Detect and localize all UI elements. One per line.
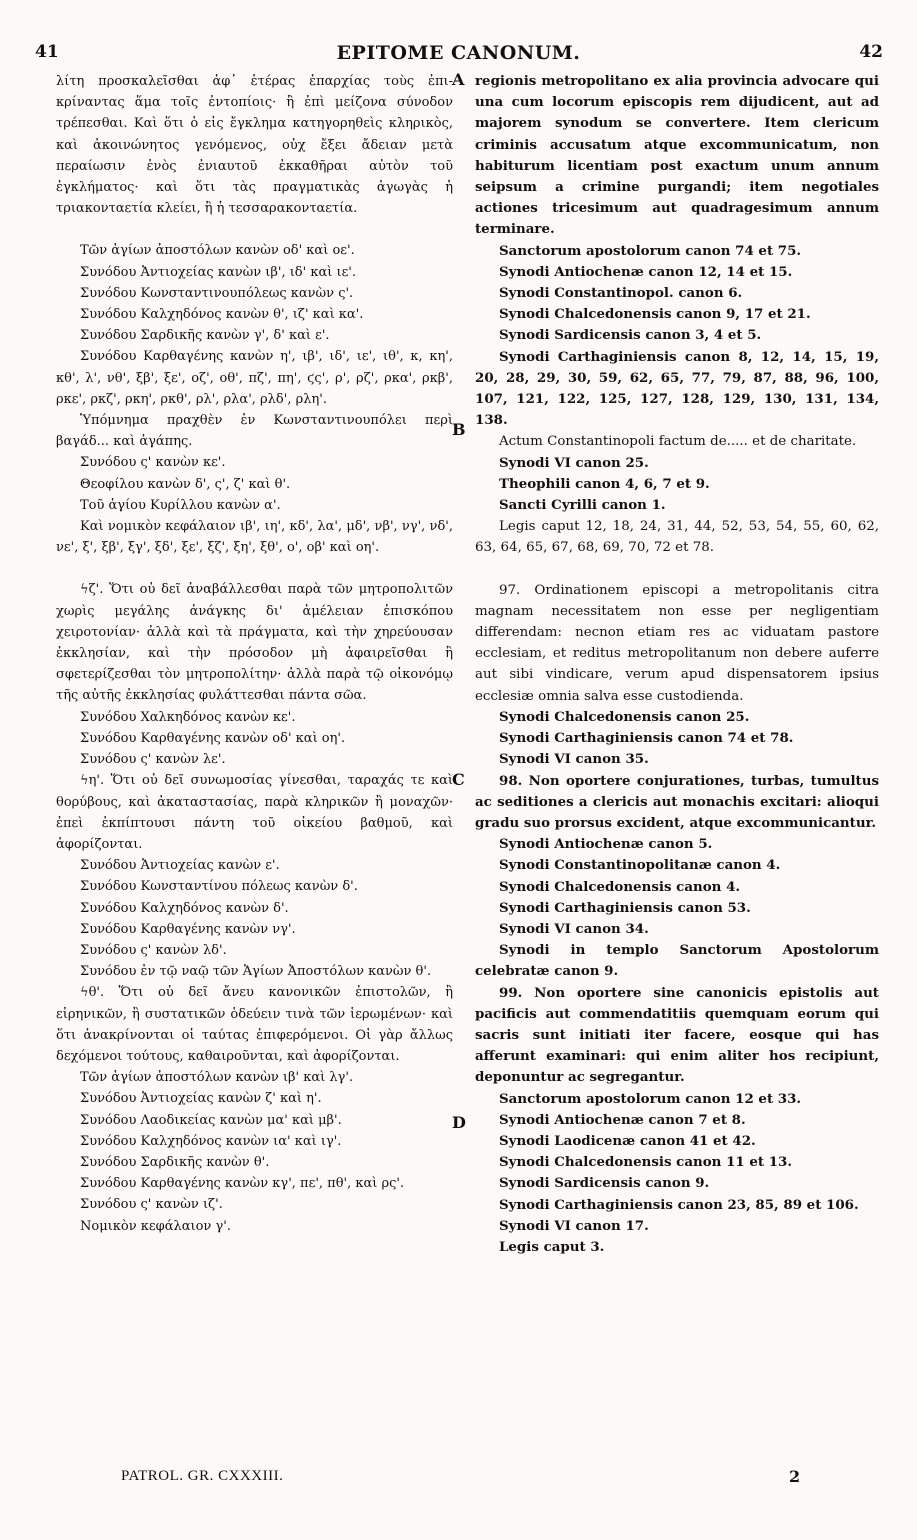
- latin-ref: Synodi Constantinopolitanæ canon 4.: [499, 857, 781, 874]
- latin-ref: Synodi Chalcedonensis canon 4.: [499, 878, 741, 895]
- greek-ref: Συνόδου Ἀντιοχείας κανὼν ζ' καὶ η'.: [80, 1091, 322, 1107]
- latin-ref: Synodi Antiochenæ canon 7 et 8.: [499, 1111, 746, 1128]
- greek-ref: Τῶν ἁγίων ἀποστόλων κανὼν οδ' καὶ οε'.: [80, 243, 355, 259]
- latin-intro: regionis metropolitano ex alia provincia advocare qui una cum locorum episcopis rem dijudicent, aut ad majorem synodum se convertere. Item clericum criminis accusatum atque excommunicatum, non habiturum licentiam post exactum unum annum seipsum a crimine purgandi; item negotiales actiones tricesimum aut quadragesimum annum terminare.: [475, 73, 879, 238]
- latin-section-98: 98. Non oportere conjurationes, turbas, tumultus ac seditiones a clericis aut monachis excitari: alioqui gradu suo prorsus excident, atque excommunicantur.: [475, 772, 879, 831]
- latin-ref: Sancti Cyrilli canon 1.: [499, 497, 666, 514]
- latin-ref: Synodi Antiochenæ canon 12, 14 et 15.: [499, 263, 793, 280]
- latin-ref: Synodi VI canon 35.: [499, 751, 649, 768]
- spacer: [56, 558, 453, 579]
- latin-ref: Synodi VI canon 17.: [499, 1217, 649, 1234]
- greek-hypomnema: Ὑπόμνημα πραχθὲν ἐν Κωνσταντινουπόλει περὶ βαγάδ... καὶ ἀγάπης.: [56, 413, 453, 450]
- latin-ref: Sanctorum apostolorum canon 74 et 75.: [499, 242, 802, 259]
- latin-section-97: 97. Ordinationem episcopi a metropolitanis citra magnam necessitatem non esse per negligentiam differendam: necnon etiam res ac viduatam pastore ecclesiam, et reditus metropolitanum non debere auferre aut sibi vindicare, verum apud dispensatorem ipsius ecclesiæ omnia salva esse custodienda.: [475, 582, 879, 704]
- greek-ref: Συνόδου Καρθαγένης κανὼν οδ' καὶ οη'.: [80, 730, 346, 746]
- latin-ref: Synodi Constantinopol. canon 6.: [499, 285, 743, 302]
- greek-carthage-refs: Συνόδου Καρθαγένης κανὼν η', ιβ', ιδ', ιε', ιθ', κ, κη', κθ', λ', νθ', ξβ', ξε', οζ', οθ', πζ', πη', ϛς', ρ', ρζ', ρκα', ρκβ', ρκε', ρκζ', ρκη', ρκθ', ρλ', ρλα', ρλδ', ρλη'.: [56, 349, 453, 407]
- greek-ref: Συνόδου Κωνσταντινουπόλεως κανὼν ς'.: [80, 285, 354, 301]
- page-header: [0, 42, 917, 68]
- latin-section-99: 99. Non oportere sine canonicis epistolis aut pacificis aut commendatitiis quemquam eorum qui sacris sunt initiati iter facere, eosque qui has afferunt examinari: qui enim aliter hos recipiunt, deponuntur ac segregantur.: [475, 984, 879, 1086]
- latin-ref: Legis caput 3.: [499, 1238, 605, 1255]
- greek-ref: Συνόδου Καλχηδόνος κανὼν θ', ιζ' καὶ κα'.: [80, 307, 364, 323]
- page-number-left: 41: [35, 42, 59, 62]
- greek-ref: Συνόδου ς' κανὼν λδ'.: [80, 942, 227, 958]
- greek-ref: Συνόδου Ἀντιοχείας κανὼν ε'.: [80, 858, 280, 874]
- greek-ref: Τῶν ἁγίων ἀποστόλων κανὼν ιβ' καὶ λγ'.: [80, 1070, 354, 1086]
- latin-ref: Synodi VI canon 34.: [499, 920, 649, 937]
- greek-ref: Συνόδου Λαοδικείας κανὼν μα' καὶ μβ'.: [80, 1112, 342, 1128]
- greek-ref: Συνόδου Ἀντιοχείας κανὼν ιβ', ιδ' καὶ ιε'.: [80, 264, 357, 280]
- latin-ref: Synodi Chalcedonensis canon 25.: [499, 708, 750, 725]
- greek-column: [56, 71, 453, 1237]
- footer-signature-right: 2: [789, 1467, 801, 1486]
- greek-ref: Συνόδου Σαρδικῆς κανὼν γ', δ' καὶ ε'.: [80, 328, 330, 344]
- greek-ref: Θεοφίλου κανὼν δ', ς', ζ' καὶ θ'.: [80, 476, 291, 492]
- greek-ref: Τοῦ ἁγίου Κυρίλλου κανὼν α'.: [80, 497, 281, 513]
- latin-carthage-refs: Synodi Carthaginiensis canon 8, 12, 14, 15, 19, 20, 28, 29, 30, 59, 62, 65, 77, 79, 87, 88, 96, 100, 107, 121, 122, 125, 127, 128, 129, 130, 131, 134, 138.: [475, 348, 879, 429]
- margin-marker-b: B: [452, 420, 466, 439]
- footer-signature-left: PATROL. GR. CXXXIII.: [121, 1468, 284, 1484]
- latin-ref: Synodi Laodicenæ canon 41 et 42.: [499, 1132, 756, 1149]
- latin-legis: Legis caput 12, 18, 24, 31, 44, 52, 53, 54, 55, 60, 62, 63, 64, 65, 67, 68, 69, 70, 72 et 78.: [475, 519, 879, 556]
- latin-ref: Synodi Chalcedonensis canon 11 et 13.: [499, 1154, 793, 1171]
- greek-ref: Συνόδου ς' κανὼν λε'.: [80, 752, 226, 768]
- greek-ref: Συνόδου ς' κανὼν κε'.: [80, 455, 226, 471]
- latin-ref: Synodi Carthaginiensis canon 74 et 78.: [499, 730, 794, 747]
- spacer: [56, 219, 453, 240]
- latin-ref: Synodi Antiochenæ canon 5.: [499, 836, 713, 853]
- margin-marker-d: D: [452, 1113, 466, 1132]
- latin-temple-ref: Synodi in templo Sanctorum Apostolorum celebratæ canon 9.: [475, 942, 879, 980]
- greek-ref: Συνόδου Καρθαγένης κανὼν κγ', πε', πθ', καὶ ρς'.: [80, 1176, 405, 1192]
- greek-ref: Συνόδου Σαρδικῆς κανὼν θ'.: [80, 1154, 270, 1170]
- greek-ref: Συνόδου Χαλκηδόνος κανὼν κε'.: [80, 709, 296, 725]
- greek-ref: Συνόδου ς' κανὼν ιζ'.: [80, 1197, 223, 1213]
- latin-ref: Sanctorum apostolorum canon 12 et 33.: [499, 1090, 802, 1107]
- greek-ref: Νομικὸν κεφάλαιον γ'.: [80, 1218, 231, 1234]
- latin-ref: Synodi Chalcedonensis canon 9, 17 et 21.: [499, 306, 811, 323]
- latin-ref: Synodi Sardicensis canon 9.: [499, 1175, 710, 1192]
- latin-column: [475, 71, 879, 1258]
- greek-section-98: ϟη'. Ὅτι οὐ δεῖ συνωμοσίας γίνεσθαι, ταραχάς τε καὶ θορύβους, καὶ ἀκαταστασίας, παρὰ κληρικῶν ἢ μοναχῶν· ἐπεὶ ἐκπίπτουσι πάντη τοῦ οἰκείου βαθμοῦ, καὶ ἀφορίζονται.: [56, 773, 453, 852]
- greek-temple-ref: Συνόδου ἐν τῷ ναῷ τῶν Ἁγίων Ἀποστόλων κανὼν θ'.: [80, 964, 432, 980]
- page-number-right: 42: [859, 42, 883, 62]
- latin-ref: Synodi VI canon 25.: [499, 454, 649, 471]
- margin-marker-a: A: [452, 70, 465, 89]
- spacer: [475, 559, 879, 580]
- greek-nomikon: Καὶ νομικὸν κεφάλαιον ιβ', ιη', κδ', λα', μδ', νβ', νγ', νδ', νε', ξ', ξβ', ξγ', ξδ', ξε', ξζ', ξη', ξθ', ο', οβ' καὶ οη'.: [56, 519, 453, 556]
- latin-ref: Synodi Sardicensis canon 3, 4 et 5.: [499, 327, 762, 344]
- latin-actum: Actum Constantinopoli factum de..... et de charitate.: [499, 434, 857, 450]
- greek-section-97: ϟζ'. Ὅτι οὐ δεῖ ἀναβάλλεσθαι παρὰ τῶν μητροπολιτῶν χωρὶς μεγάλης ἀνάγκης δι' ἀμέλειαν ἐπισκόπου χειροτονίαν· ἀλλὰ καὶ τὰ πράγματα, καὶ τὴν χηρεύουσαν ἐκκλησίαν, καὶ τὴν πρόσοδον μὴ ἀφαιρεῖσθαι ἢ σφετερίζεσθαι τὸν μητροπολίτην· ἀλλὰ παρὰ τῷ οἰκονόμῳ τῆς αὐτῆς ἐκκλησίας φυλάττεσθαι πάντα σῶα.: [56, 582, 453, 704]
- latin-ref: Synodi Carthaginiensis canon 53.: [499, 899, 751, 916]
- latin-ref: Synodi Carthaginiensis canon 23, 85, 89 et 106.: [499, 1196, 859, 1213]
- greek-ref: Συνόδου Κωνσταντίνου πόλεως κανὼν δ'.: [80, 879, 358, 895]
- greek-intro: λίτη προσκαλεῖσθαι ἀφ᾽ ἑτέρας ἐπαρχίας τοὺς ἐπι- κρίναντας ἅμα τοῖς ἐντοπίοις· ἢ ἐπὶ μείζονα σύνοδον τρέπεσθαι. Καὶ ὅτι ὁ εἰς ἔγκλημα κατηγορηθεὶς κληρικὸς, καὶ ἀκοινώνητος γενόμενος, οὐχ ἔξει ἄδειαν μετὰ περαίωσιν ἑνὸς ἐνιαυτοῦ ἐκκαθῆραι αὐτὸν τοῦ ἐγκλήματος· καὶ ὅτι τὰς πραγματικὰς ἀγωγὰς ἡ τριακονταετία κλείει, ἢ ἡ τεσσαρακονταετία.: [56, 74, 453, 217]
- margin-marker-c: C: [452, 770, 465, 789]
- running-title: EPITOME CANONUM.: [336, 42, 581, 64]
- greek-ref: Συνόδου Καλχηδόνος κανὼν δ'.: [80, 900, 289, 916]
- latin-ref: Theophili canon 4, 6, 7 et 9.: [499, 475, 710, 492]
- greek-ref: Συνόδου Καλχηδόνος κανὼν ια' καὶ ιγ'.: [80, 1133, 342, 1149]
- greek-section-99: ϟθ'. Ὅτι οὐ δεῖ ἄνευ κανονικῶν ἐπιστολῶν, ἢ εἰρηνικῶν, ἢ συστατικῶν ὁδεύειν τινὰ τῶν ἱερωμένων· καὶ ὅτι ἀνακρίνονται οἱ ταύτας ἐπιφερόμενοι. Οἱ γὰρ ἄλλως δεχόμενοι τούτους, καθαιροῦνται, καὶ ἀφορίζονται.: [56, 985, 453, 1064]
- greek-ref: Συνόδου Καρθαγένης κανὼν νγ'.: [80, 921, 296, 937]
